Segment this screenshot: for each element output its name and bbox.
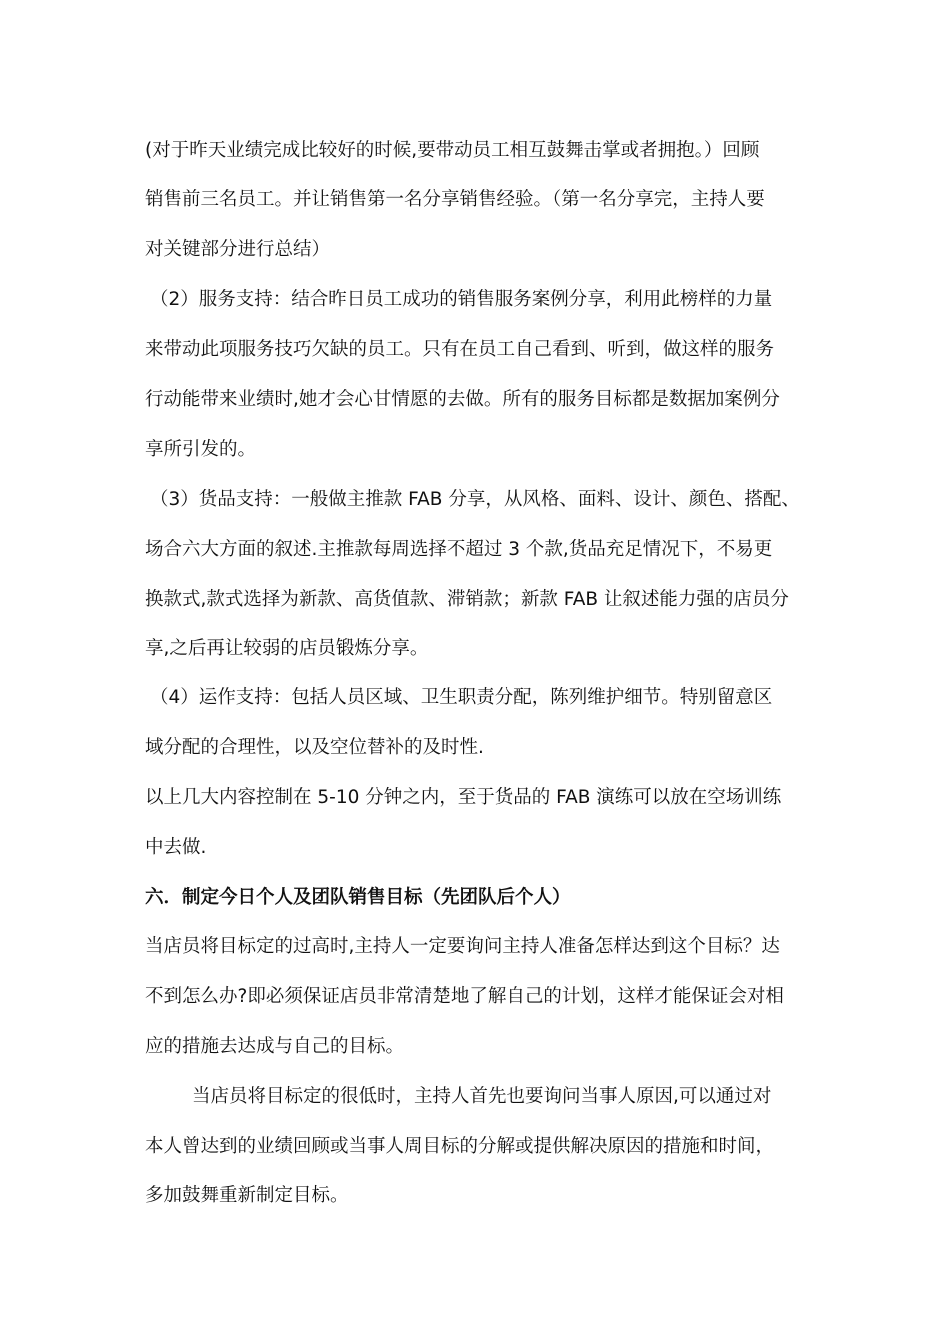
text-line: 不到怎么办?即必须保证店员非常清楚地了解自己的计划，这样才能保证会对相 — [145, 986, 784, 1007]
text-line: 本人曾达到的业绩回顾或当事人周目标的分解或提供解决原因的措施和时间， — [145, 1136, 775, 1157]
text-line: 中去做. — [145, 837, 207, 858]
text-line: 享所引发的。 — [145, 439, 257, 460]
text-line: 以上几大内容控制在 5-10 分钟之内，至于货品的 FAB 演练可以放在空场训练 — [145, 787, 782, 808]
text-line: （2）服务支持：结合昨日员工成功的销售服务案例分享，利用此榜样的力量 — [150, 289, 773, 310]
text-line: 当店员将目标定的过高时,主持人一定要询问主持人准备怎样达到这个目标？达 — [145, 936, 780, 957]
text-line: 当店员将目标定的很低时，主持人首先也要询问当事人原因,可以通过对 — [192, 1086, 772, 1107]
text-line: 换款式,款式选择为新款、高货值款、滞销款；新款 FAB 让叙述能力强的店员分 — [145, 589, 789, 610]
text-line: (对于昨天业绩完成比较好的时候,要带动员工相互鼓舞击掌或者拥抱。）回顾 — [145, 140, 760, 161]
text-line: 行动能带来业绩时,她才会心甘情愿的去做。所有的服务目标都是数据加案例分 — [145, 389, 780, 410]
text-line: 应的措施去达成与自己的目标。 — [145, 1036, 405, 1057]
text-line: 享,之后再让较弱的店员锻炼分享。 — [145, 638, 429, 659]
text-line: （4）运作支持：包括人员区域、卫生职责分配，陈列维护细节。特别留意区 — [150, 687, 773, 708]
text-line: 域分配的合理性，以及空位替补的及时性. — [145, 737, 484, 758]
section-heading: 六．制定今日个人及团队销售目标（先团队后个人） — [145, 887, 571, 908]
text-line: 场合六大方面的叙述.主推款每周选择不超过 3 个款,货品充足情况下，不易更 — [145, 539, 773, 560]
text-line: 对关键部分进行总结） — [145, 239, 331, 260]
text-line: 多加鼓舞重新制定目标。 — [145, 1185, 349, 1206]
text-line: 来带动此项服务技巧欠缺的员工。只有在员工自己看到、听到，做这样的服务 — [145, 339, 775, 360]
text-line: 销售前三名员工。并让销售第一名分享销售经验。（第一名分享完，主持人要 — [145, 189, 765, 210]
text-line: （3）货品支持：一般做主推款 FAB 分享，从风格、面料、设计、颜色、搭配、 — [150, 489, 800, 510]
